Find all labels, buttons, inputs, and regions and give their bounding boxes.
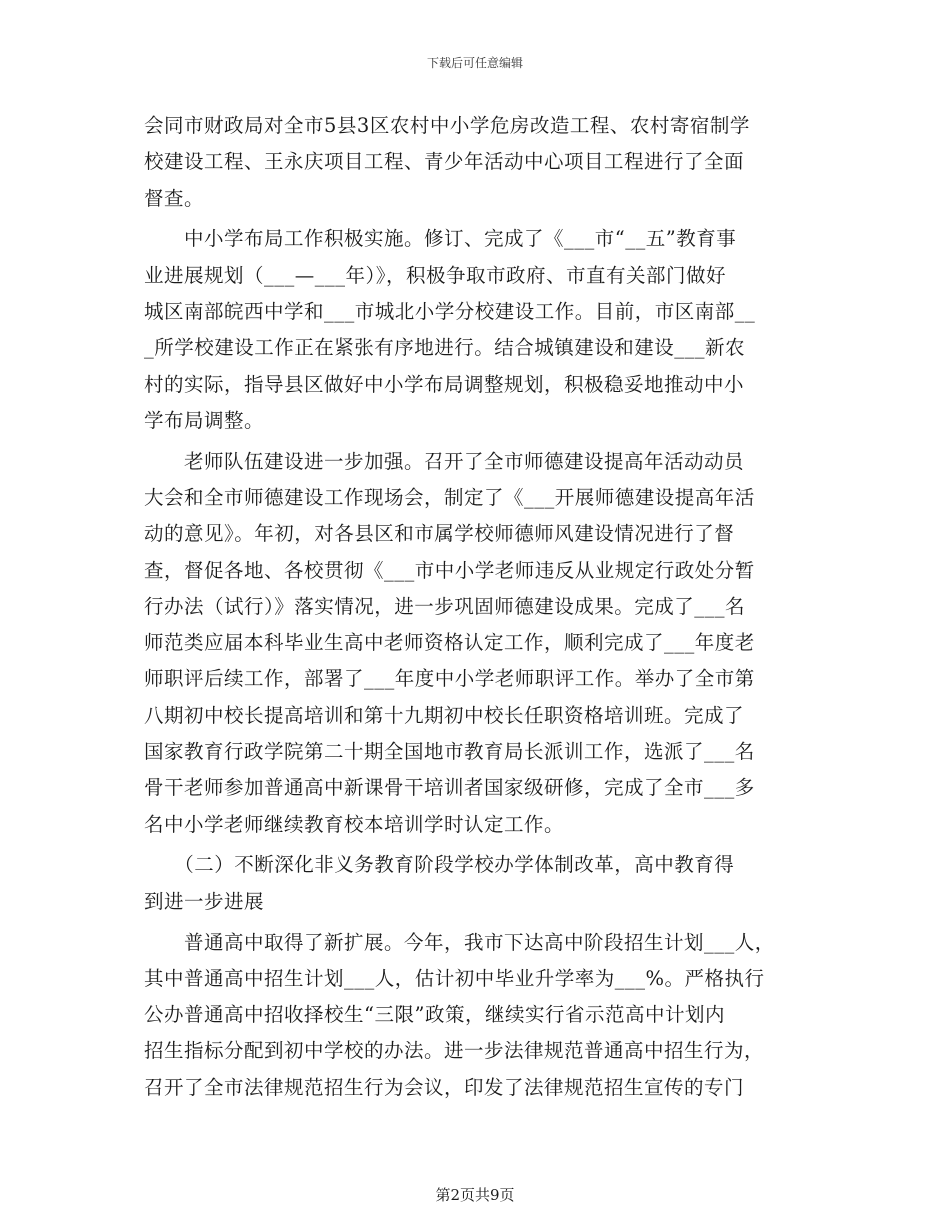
paragraph-2 xyxy=(144,221,804,439)
paragraph-4 xyxy=(144,925,804,1106)
text-line: 大会和全市师德建设工作现场会，制定了《___开展师德建设提高年活 xyxy=(144,485,755,509)
text-line: （二）不断深化非义务教育阶段学校办学体制改革，高中教育得 xyxy=(144,853,735,877)
text-line: _所学校建设工作正在紧张有序地进行。结合城镇建设和建设___新农 xyxy=(144,336,746,360)
text-line: 中小学布局工作积极实施。修订、完成了《___市“__五”教育事 xyxy=(144,227,737,251)
text-line: 老师队伍建设进一步加强。召开了全市师德建设提高年活动动员 xyxy=(144,449,745,473)
text-line: 村的实际，指导县区做好中小学布局调整规划，积极稳妥地推动中小 xyxy=(144,372,745,396)
text-line: 业进展规划（___—___年）》，积极争取市政府、市直有关部门做好 xyxy=(144,263,727,287)
text-line: 骨干老师参加普通高中新课骨干培训者国家级研修，完成了全市___多 xyxy=(144,776,755,800)
text-line: 会同市财政局对全市5县3区农村中小学危房改造工程、农村寄宿制学 xyxy=(144,114,750,137)
text-line: 行办法（试行）》落实情况，进一步巩固师德建设成果。完成了___名 xyxy=(144,594,746,618)
text-line: 查，督促各地、各校贯彻《___市中小学老师违反从业规定行政处分暂 xyxy=(144,558,755,582)
text-line: 其中普通高中招生计划___人，估计初中毕业升学率为___%。严格执行 xyxy=(144,966,765,990)
text-line: 国家教育行政学院第二十期全国地市教育局长派训工作，选派了___名 xyxy=(144,740,755,764)
page-header: 下载后可任意编辑 xyxy=(426,56,523,70)
text-line: 普通高中取得了新扩展。今年，我市下达高中阶段招生计划___人， xyxy=(144,930,775,954)
text-line: 督查。 xyxy=(144,186,205,210)
text-line: 到进一步进展 xyxy=(144,889,265,913)
text-line: 师职评后续工作，部署了___年度中小学老师职评工作。举办了全市第 xyxy=(144,667,755,691)
paragraph-1 xyxy=(144,108,804,217)
text-line: 师范类应届本科毕业生高中老师资格认定工作，顺利完成了___年度老 xyxy=(144,631,755,655)
text-line: 公办普通高中招收择校生“三限”政策，继续实行省示范高中计划内 xyxy=(144,1003,725,1027)
text-line: 名中小学老师继续教育校本培训学时认定工作。 xyxy=(144,812,565,836)
text-line: 招生指标分配到初中学校的办法。进一步法律规范普通高中招生行为， xyxy=(144,1039,765,1063)
text-line: 八期初中校长提高培训和第十九期初中校长任职资格培训班。完成了 xyxy=(144,703,745,727)
text-line: 学布局调整。 xyxy=(144,408,265,432)
text-line: 召开了全市法律规范招生行为会议，印发了法律规范招生宣传的专门 xyxy=(144,1075,745,1099)
section-heading xyxy=(144,847,804,920)
document-body xyxy=(144,108,804,1106)
paragraph-3 xyxy=(144,444,804,843)
text-line: 校建设工程、王永庆项目工程、青少年活动中心项目工程进行了全面 xyxy=(144,150,745,174)
page-number: 第2页共9页 xyxy=(435,1186,515,1204)
text-line: 城区南部皖西中学和___市城北小学分校建设工作。目前，市区南部__ xyxy=(144,299,756,323)
text-line: 动的意见》。年初，对各县区和市属学校师德师风建设情况进行了督 xyxy=(144,522,735,546)
